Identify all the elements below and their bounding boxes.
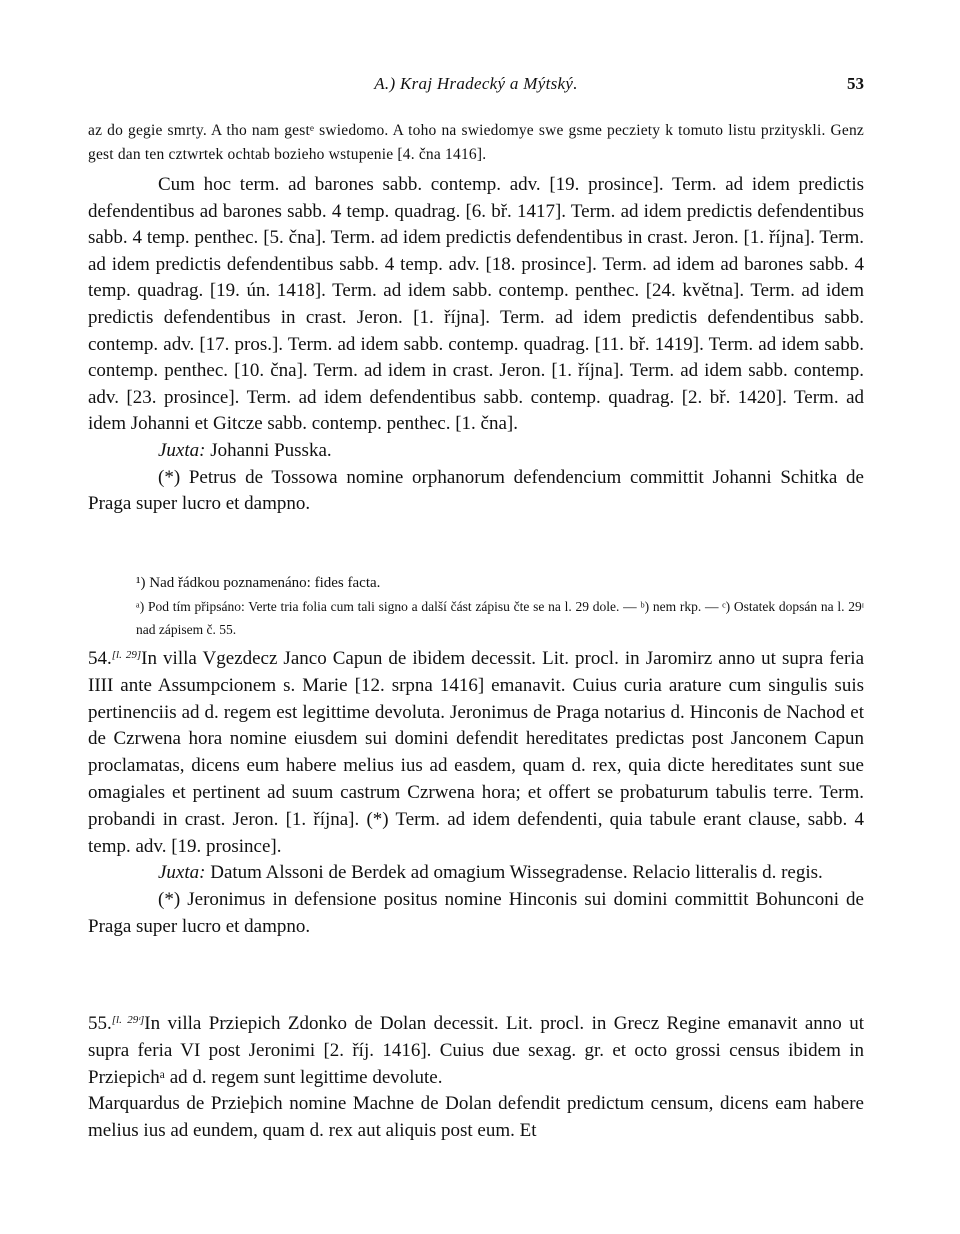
juxta-label: Juxta: (158, 862, 206, 884)
entry-54-juxta (88, 860, 864, 887)
entry-55 (88, 1011, 864, 1145)
footnote-1: ¹) Nad řádkou poznamenáno: fides facta. (136, 575, 381, 591)
entry-53-terms: Cum hoc term. ad barones sabb. contemp. adv. [19. prosince]. Term. ad idem predictis defendentibus ad barones sabb. 4 temp. quadrag. [6. bř. 1417]. Term. ad idem predictis defendentibus sabb. 4 temp. penthec. [5. čna]. Term. ad idem predictis defendentibus in crast. Jeron. [1. října]. Term. ad idem predictis defendentibus sabb. 4 temp. adv. [18. prosince]. Term. ad idem ad barones sabb. 4 temp. quadrag. [19. ún. 1418]. Term. ad idem sabb. contemp. penthec. [24. května]. Term. ad idem predictis defendentibus in crast. Jeron. [1. října]. Term. ad idem predictis defendentibus sabb. contemp. adv. [17. pros.]. Term. ad idem sabb. contemp. quadrag. [11. bř. 1419]. Term. ad idem sabb. contemp. penthec. [10. čna]. Term. ad idem in crast. Jeron. [1. října]. Term. ad idem sabb. contemp. adv. [23. prosince]. Term. ad idem defendentibus sabb. contemp. quadrag. [2. bř. 1420]. Term. ad idem Johanni et Gitcze sabb. contemp. penthec. [1. čna]. (88, 174, 864, 435)
entry-54-note: (*) Jeronimus in defensione positus nomine Hinconis sui domini committit Bohunconi de Praga super lucro et dampno. (88, 889, 864, 937)
entry-53-continuation (88, 172, 864, 518)
entry-number: 54. (88, 648, 112, 669)
entry-55-text (88, 1011, 864, 1091)
entry-54 (88, 646, 864, 941)
juxta-text: Johanni Pusska. (210, 439, 332, 461)
juxta-label: Juxta: (158, 439, 206, 461)
entry-number: 55. (88, 1013, 112, 1034)
running-title: A.) Kraj Hradecký a Mýtský. (374, 74, 578, 93)
folio-reference: [l. 29ᶦ] (111, 1014, 145, 1026)
juxta-text: Datum Alssoni de Berdek ad omagium Wissegradense. Relacio litteralis d. regis. (210, 862, 823, 884)
page-number: 53 (847, 74, 864, 93)
entry-55-body: In villa Prziepich Zdonko de Dolan decessit. Lit. procl. in Grecz Regine emanavit anno ut supra feria VI post Jeronimi [2. říj. 1416]. Cuius due sexag. gr. et octo grossi census ibidem in Prziepichᵃ ad d. regem sunt legittime devolute. (88, 1013, 865, 1088)
entry-55-text-continued: Marquardus de Przieþich nomine Machne de Dolan defendit predictum censum, dicens eam habere melius ius ad eundem, quam d. rex aut aliquis post eum. Et (88, 1093, 864, 1142)
footnotes (88, 572, 864, 641)
entry-54-text (88, 646, 864, 860)
running-header (88, 74, 864, 98)
folio-reference: [l. 29] (111, 649, 142, 661)
entry-54-body: In villa Vgezdecz Janco Capun de ibidem decessit. Lit. procl. in Jaromirz anno ut supra feria IIII ante Assumpcionem s. Marie [12. srpna 1416] emanavit. Cuius curia arature cum singulis suis pertinenciis ad d. regem est legittime devoluta. Jeronimus de Praga notarius d. Hinconis de Nachod et de Czrwena hora nomine eiusdem sui domini defendit hereditates predictas post Janconem Capun proclamatas, dicens eum habere melius ius ad easdem, quam d. rex, quia dicte hereditates sunt sue omagiales et pertinent ad suum castrum Czrwena hora; et offert se probaturum tabulis terre. Term. probandi in crast. Jeron. [1. října]. (*) Term. ad idem defendenti, quia tabule erant clause, sabb. 4 temp. adv. [19. prosince]. (88, 648, 864, 857)
entry-53-juxta (88, 438, 864, 465)
entry-53-note: (*) Petrus de Tossowa nomine orphanorum defendencium committit Johanni Schitka de Praga super lucro et dampno. (88, 466, 864, 515)
footnote-2: ᵃ) Pod tím připsáno: Verte tria folia cum tali signo a další část zápisu čte se na l. 29 dole. — ᵇ) nem rkp. — ᶜ) Ostatek dopsán na l. 29ᶦ nad zápisem č. 55. (136, 599, 864, 637)
small-text-paragraph: az do gegie smrty. A tho nam gestᵉ swiedomo. A toho na swiedomye swe gsme pecziety k tomuto listu przityskli. Genz gest dan ten cztwrtek ochtab bozieho wstupenie [4. čna 1416]. (88, 122, 864, 163)
